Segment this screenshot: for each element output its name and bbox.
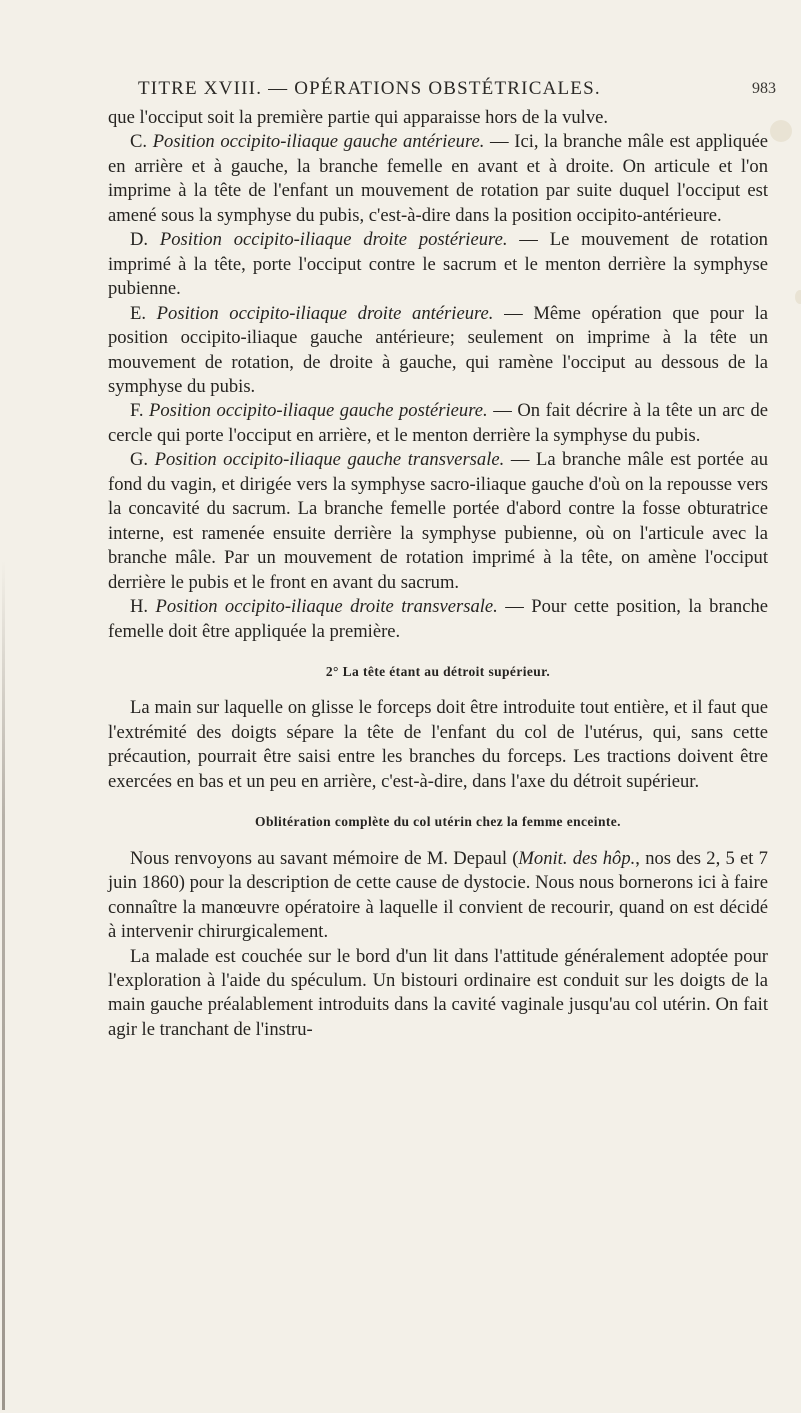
paragraph-text: La main sur laquelle on glisse le forceps doit être introduite tout entière, et il faut que l'extrémité des doigts sépare la tête de l'enfant du col de l'utérus, qui, sans cette précaution, pourrait être saisi entre les branches du forceps. Les tractions doivent être exercées en bas et un peu en arrière, c'est-à-dire, dans l'axe du détroit supérieur.: [108, 697, 768, 792]
paragraph-detroit-superieur: [108, 696, 768, 794]
page-number: 983: [752, 80, 776, 97]
paragraph-text: — Ici, la branche mâle est appliquée en arrière et à gauche, la branche femelle en avant et à droite. On articule et l'on imprime à la tête de l'enfant un mouvement de rotation par suite duquel l'occiput est amené sous la symphyse du pubis, c'est-à-dire dans la position occipito-antérieure.: [108, 131, 769, 226]
section-heading-detroit-superieur: 2° La tête étant au détroit supérieur.: [325, 663, 551, 679]
paragraph-text: — On fait décrire à la tête un arc de cercle qui porte l'occiput en arrière, et le menton derrière la symphyse du pubis.: [108, 400, 768, 446]
paragraph-text: que l'occiput soit la première partie qui apparaisse hors de la vulve.: [108, 107, 609, 128]
paragraph-title: Position occipito-iliaque gauche transversale.: [154, 449, 505, 471]
running-head: [0, 78, 801, 106]
paragraph-continuation: [108, 106, 768, 130]
paragraph-position-h: [108, 595, 768, 644]
paragraph-label: H.: [130, 596, 149, 618]
paragraph-text: La malade est couchée sur le bord d'un lit dans l'attitude généralement adoptée pour l'exploration à l'aide du spéculum. Un bistouri ordinaire est conduit sur les doigts de la main gauche préalablement introduits dans la cavité vaginale jusqu'au col utérin. On fait agir le tranchant de l'instru-: [108, 945, 768, 1040]
paragraph-label: G.: [130, 449, 149, 471]
paragraph-text: — Même opération que pour la position occipito-iliaque gauche antérieure; seulement on imprime à la tête un mouvement de rotation, de droite à gauche, qui ramène l'occiput au dessous de la symphyse du pubis.: [108, 302, 768, 397]
running-title: TITRE XVIII. — OPÉRATIONS OBSTÉTRICALES.: [138, 78, 601, 99]
paper-stain: [795, 290, 801, 304]
paragraph-title: Position occipito-iliaque droite antérieure.: [156, 302, 494, 324]
paragraph-label: F.: [130, 400, 144, 422]
paragraph-label: D.: [130, 229, 149, 251]
paragraph-position-f: [108, 399, 768, 448]
paragraph-depaul-reference: [108, 847, 768, 945]
paragraph-title: Position occipito-iliaque gauche postérieure.: [149, 400, 488, 422]
paragraph-position-g: [108, 448, 768, 595]
body-text: [108, 106, 768, 1042]
paragraph-text: — Pour cette position, la branche femelle doit être appliquée la première.: [108, 596, 769, 642]
paragraph-text: , nos des 2, 5 et 7 juin 1860) pour la description de cette cause de dystocie. Nous nous bornerons ici à faire connaître la manœuvre opératoire à laquelle il convient de recourir, quand on est décidé à intervenir chirurgicalement.: [108, 847, 768, 943]
paragraph-position-e: [108, 302, 768, 400]
paper-stain: [770, 120, 792, 142]
paragraph-title: Position occipito-iliaque droite postérieure.: [159, 229, 508, 251]
page-edge-shadow: [2, 560, 5, 1410]
citation-title: Monit. des hôp.: [518, 847, 636, 869]
paragraph-title: Position occipito-iliaque droite transversale.: [155, 596, 498, 618]
section-heading-obliteration: Oblitération complète du col utérin chez la femme enceinte.: [255, 814, 621, 830]
paragraph-manoeuvre: [108, 945, 768, 1043]
paragraph-label: C.: [130, 131, 148, 153]
paragraph-text: — La branche mâle est portée au fond du vagin, et dirigée vers la symphyse sacro-iliaque gauche d'où on la repousse vers la concavité du sacrum. La branche femelle portée d'abord contre la fosse obturatrice interne, est ramenée ensuite derrière la symphyse pubienne, où on l'articule avec la branche mâle. Par un mouvement de rotation imprimé à la tête, on amène l'occiput derrière le pubis et le front en avant du sacrum.: [108, 449, 768, 593]
paragraph-text: — Le mouvement de rotation imprimé à la tête, porte l'occiput contre le sacrum et le menton derrière la symphyse pubienne.: [108, 229, 768, 300]
paragraph-title: Position occipito-iliaque gauche antérieure.: [152, 131, 485, 153]
paragraph-label: E.: [130, 302, 147, 324]
paragraph-position-c: [108, 130, 768, 228]
paragraph-text: Nous renvoyons au savant mémoire de M. Depaul (: [130, 847, 519, 869]
paragraph-position-d: [108, 228, 768, 301]
